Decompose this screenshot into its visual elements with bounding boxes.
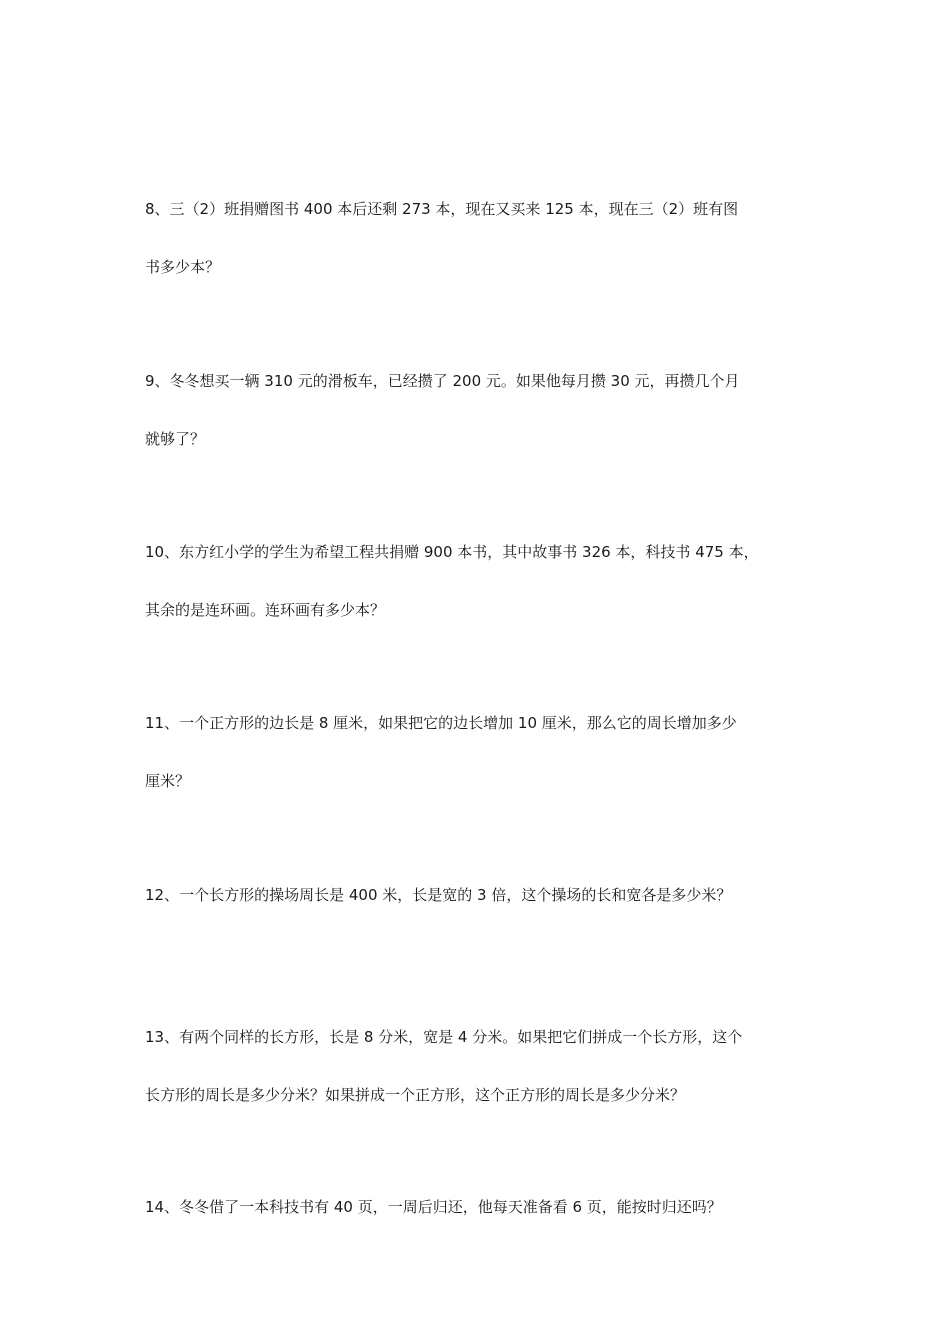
problem-10-line-1: 10、东方红小学的学生为希望工程共捐赠 900 本书，其中故事书 326 本，科技书 475 本，: [145, 543, 759, 561]
problem-13-line-2: 长方形的周长是多少分米？如果拼成一个正方形，这个正方形的周长是多少分米？: [145, 1086, 686, 1104]
problem-9: [145, 371, 825, 449]
problem-11: [145, 713, 825, 791]
problem-8-line-2: 书多少本？: [145, 258, 221, 276]
problem-10: [145, 542, 825, 620]
problem-13: [145, 1027, 825, 1105]
problem-14-line-1: 14、冬冬借了一本科技书有 40 页，一周后归还，他每天准备看 6 页，能按时归还吗？: [145, 1198, 722, 1216]
problem-12-line-1: 12、一个长方形的操场周长是 400 米，长是宽的 3 倍，这个操场的长和宽各是多少米？: [145, 886, 732, 904]
problem-9-line-1: 9、冬冬想买一辆 310 元的滑板车，已经攒了 200 元。如果他每月攒 30 元，再攒几个月: [145, 372, 740, 390]
problem-8-line-1: 8、三（2）班捐赠图书 400 本后还剩 273 本，现在又买来 125 本，现在三（2）班有图: [145, 200, 739, 218]
problem-14: [145, 1197, 825, 1217]
problem-9-line-2: 就够了？: [145, 430, 206, 448]
problem-8: [145, 199, 825, 277]
problem-13-line-1: 13、有两个同样的长方形，长是 8 分米，宽是 4 分米。如果把它们拼成一个长方形，这个: [145, 1028, 743, 1046]
problem-12: [145, 885, 825, 905]
problem-11-line-1: 11、一个正方形的边长是 8 厘米，如果把它的边长增加 10 厘米，那么它的周长增加多少: [145, 714, 737, 732]
problem-10-line-2: 其余的是连环画。连环画有多少本？: [145, 601, 386, 619]
problem-11-line-2: 厘米？: [145, 772, 191, 790]
